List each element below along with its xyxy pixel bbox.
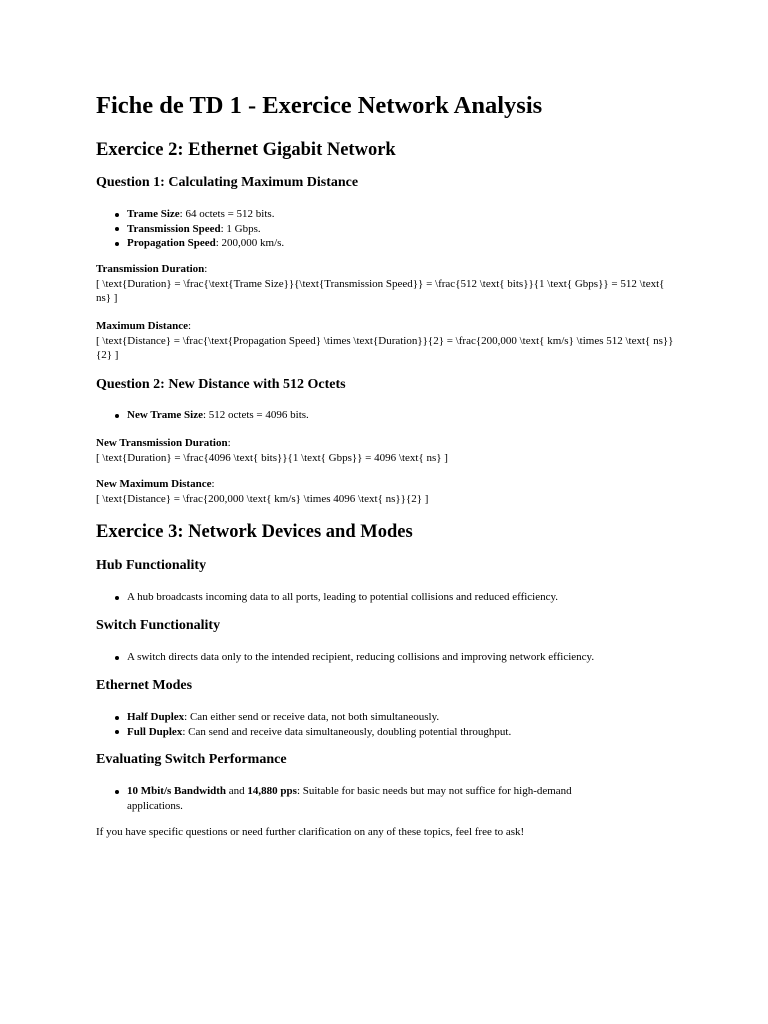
new-transmission-duration-block: New Transmission Duration: [ \text{Duration} = \frac{4096 \text{ bits}}{1 \text{ Gbps}} = 4096 \text{ ns} ]: [96, 437, 448, 464]
new-transmission-duration-label: New Transmission Duration: [96, 437, 228, 449]
question-1-heading: Question 1: Calculating Maximum Distance: [96, 175, 359, 190]
ethernet-modes-heading: Ethernet Modes: [96, 678, 193, 693]
closing-paragraph: If you have specific questions or need further clarification on any of these topics, feel free to ask!: [96, 826, 525, 838]
list-item: A switch directs data only to the intended recipient, reducing collisions and improving network efficiency.: [96, 650, 656, 665]
exercise-2-heading: Exercice 2: Ethernet Gigabit Network: [96, 140, 396, 160]
switch-functionality-list: [96, 650, 656, 665]
list-item: Half Duplex: Can either send or receive data, not both simultaneously.: [96, 710, 656, 725]
evaluating-switch-heading: Evaluating Switch Performance: [96, 752, 287, 767]
new-maximum-distance-formula: [ \text{Distance} = \frac{200,000 \text{ km/s} \times 4096 \text{ ns}}{2} ]: [96, 492, 429, 505]
maximum-distance-formula: [ \text{Distance} = \frac{\text{Propagation Speed} \times \text{Duration}}{2} = \frac{200,000 \text{ km/s} \times 512 \text{ ns}}{2} ]: [96, 334, 674, 361]
list-item: Trame Size: 64 octets = 512 bits.: [96, 207, 656, 222]
hub-functionality-heading: Hub Functionality: [96, 558, 207, 573]
question-2-heading: Question 2: New Distance with 512 Octets: [96, 377, 346, 392]
question-1-given-list: [96, 207, 656, 251]
list-item: Propagation Speed: 200,000 km/s.: [96, 236, 656, 251]
question-2-given-list: [96, 408, 656, 423]
maximum-distance-label: Maximum Distance: [96, 320, 188, 332]
new-transmission-duration-formula: [ \text{Duration} = \frac{4096 \text{ bits}}{1 \text{ Gbps}} = 4096 \text{ ns} ]: [96, 451, 448, 464]
hub-functionality-list: [96, 590, 656, 605]
list-item: New Trame Size: 512 octets = 4096 bits.: [96, 408, 656, 423]
transmission-duration-formula: [ \text{Duration} = \frac{\text{Trame Size}}{\text{Transmission Speed}} = \frac{512 \text{ bits}}{1 \text{ Gbps}} = 512 \text{ ns} ]: [96, 277, 665, 304]
maximum-distance-block: Maximum Distance: [ \text{Distance} = \frac{\text{Propagation Speed} \times \text{Duration}}{2} = \frac{200,000 \text{ km/s} \times 512 \text{ ns}}{2} ]: [96, 320, 674, 361]
new-maximum-distance-block: New Maximum Distance: [ \text{Distance} = \frac{200,000 \text{ km/s} \times 4096 \text{ ns}}{2} ]: [96, 478, 429, 505]
list-item: 10 Mbit/s Bandwidth and 14,880 pps: Suitable for basic needs but may not suffice for high-demand applications.: [96, 784, 626, 813]
list-item: A hub broadcasts incoming data to all ports, leading to potential collisions and reduced efficiency.: [96, 590, 656, 605]
exercise-3-heading: Exercice 3: Network Devices and Modes: [96, 522, 413, 542]
list-item: Transmission Speed: 1 Gbps.: [96, 222, 656, 237]
document-title: Fiche de TD 1 - Exercice Network Analysis: [96, 92, 543, 119]
switch-functionality-heading: Switch Functionality: [96, 618, 221, 633]
new-maximum-distance-label: New Maximum Distance: [96, 478, 212, 490]
evaluating-switch-list: [96, 784, 626, 813]
transmission-duration-block: Transmission Duration: [ \text{Duration} = \frac{\text{Trame Size}}{\text{Transmission Speed}} = \frac{512 \text{ bits}}{1 \text{ Gbps}} = 512 \text{ ns} ]: [96, 263, 665, 304]
transmission-duration-label: Transmission Duration: [96, 263, 205, 275]
ethernet-modes-list: [96, 710, 656, 739]
list-item: Full Duplex: Can send and receive data simultaneously, doubling potential throughput.: [96, 725, 656, 740]
